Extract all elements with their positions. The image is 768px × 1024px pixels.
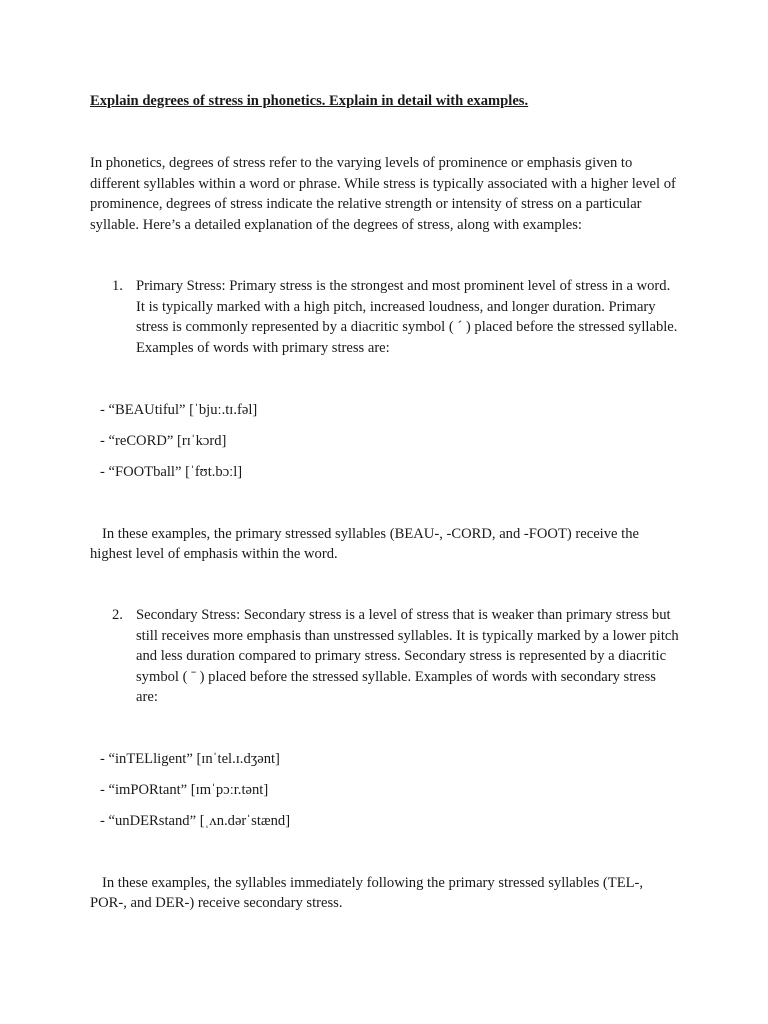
list-item-text: Secondary Stress: Secondary stress is a level of stress that is weaker than primary stress but still receives more emphasis than unstressed syllables. It is typically marked by a lower pitch and less duration compared to primary stress. Secondary stress is represented by a diacritic symbol ( ˉ ) placed before the stressed syllable. Examples of words with secondary stress are: <box>136 607 679 705</box>
example-line: - “unDERstand” [ˌʌn.dərˈstænd] <box>100 813 291 829</box>
example-line: - “reCORD” [rɪˈkɔrd] <box>100 433 227 449</box>
example-line: - “inTELligent” [ɪnˈtel.ɪ.dʒənt] <box>100 751 280 767</box>
example-line: - “BEAUtiful” [ˈbjuː.tɪ.fəl] <box>100 402 258 418</box>
list-number: 1. <box>112 278 123 294</box>
note-paragraph: In these examples, the syllables immediately following the primary stressed syllables (TEL-, POR-, and DER-) receive secondary stress. <box>90 875 644 911</box>
list-item-secondary-stress <box>90 605 690 708</box>
list-item-primary-stress <box>90 276 690 358</box>
list-item-text: Primary Stress: Primary stress is the strongest and most prominent level of stress in a word. It is typically marked with a high pitch, increased loudness, and longer duration. Primary stress is commonly represented by a diacritic symbol ( ˊ ) placed before the stressed syllable. Examples of words with primary stress are: <box>136 278 678 356</box>
example-line: - “FOOTball” [ˈfʊt.bɔːl] <box>100 464 243 480</box>
example-line: - “imPORtant” [ɪmˈpɔːr.tənt] <box>100 782 269 798</box>
intro-paragraph: In phonetics, degrees of stress refer to the varying levels of prominence or emphasis given to different syllables within a word or phrase. While stress is typically associated with a higher level of prominence, degrees of stress indicate the relative strength or intensity of stress on a particular syllable. Here’s a detailed explanation of the degrees of stress, along with examples: <box>90 155 676 233</box>
list-number: 2. <box>112 607 123 623</box>
document-title: Explain degrees of stress in phonetics. Explain in detail with examples. <box>90 93 529 109</box>
note-paragraph: In these examples, the primary stressed syllables (BEAU-, -CORD, and -FOOT) receive the highest level of emphasis within the word. <box>90 526 639 562</box>
